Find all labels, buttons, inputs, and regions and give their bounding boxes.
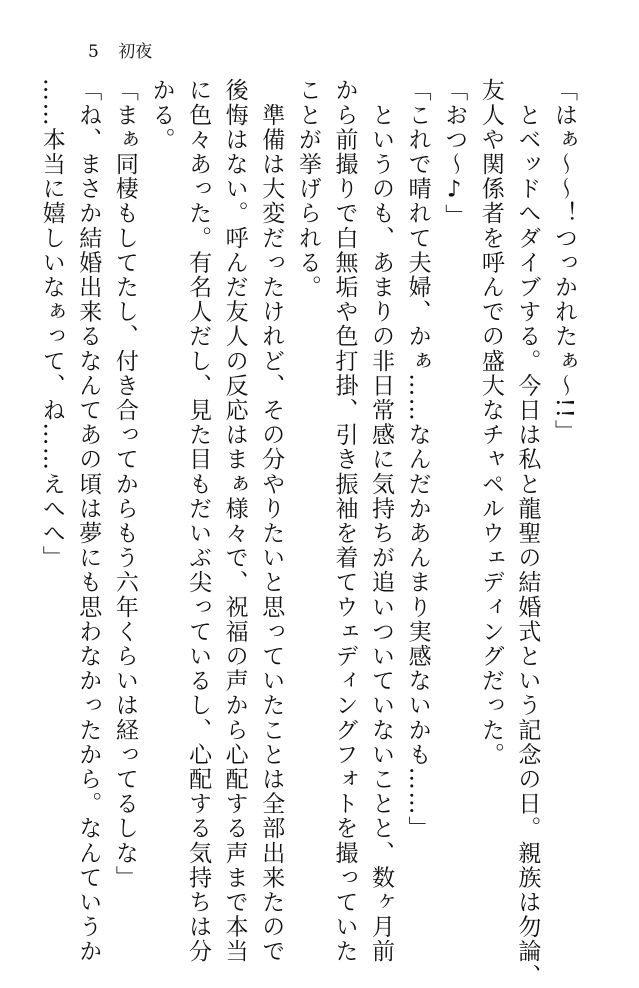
text-line: 「これで晴れて夫婦、かぁ……なんだかあんまり実感ないかも……」 [404,78,431,841]
text-line: 「おつ～♪」 [441,78,468,229]
text-line: ことが挙げられる。 [294,78,321,300]
text-line: に色々あった。有名人だし、見た目もだいぶ尖っているし、心配する気持ちは分 [185,78,212,964]
running-head [88,42,152,62]
text-line: かる。 [148,78,175,152]
text-line: 「はぁ～～！つっかれたぁ～!!」 [551,78,577,445]
text-line: 友人や関係者を呼んでの盛大なチャペルウェディングだった。 [477,78,504,767]
chapter-title: 初夜 [118,42,153,62]
text-line: から前撮りで白無垢や色打掛、引き振袖を着てウェディングフォトを撮っていた [331,78,358,964]
text-line: 後悔はない。呼んだ友人の反応はまぁ様々で、祝福の声から心配する声まで本当 [221,78,248,964]
vertical-text-body [38,78,582,988]
page-number: 5 [88,42,99,62]
text-line: 「まぁ同棲もしてたし、付き合ってからもう六年くらいは経ってるしな」 [111,78,138,890]
text-line: 「ね、まさか結婚出来るなんてあの頃は夢にも思わなかったから。なんていうか [75,78,102,964]
text-line: とベッドへダイブする。今日は私と龍聖の結婚式という記念の日。親族は勿論、 [514,78,541,988]
text-line: ……本当に嬉しいなぁって、ね……えへへ」 [38,78,65,570]
text-line: 準備は大変だったけれど、その分やりたいと思っていたことは全部出来たので [258,78,285,964]
text-line: というのも、あまりの非日常感に気持ちが追いついていないことと、数ヶ月前 [368,78,395,964]
